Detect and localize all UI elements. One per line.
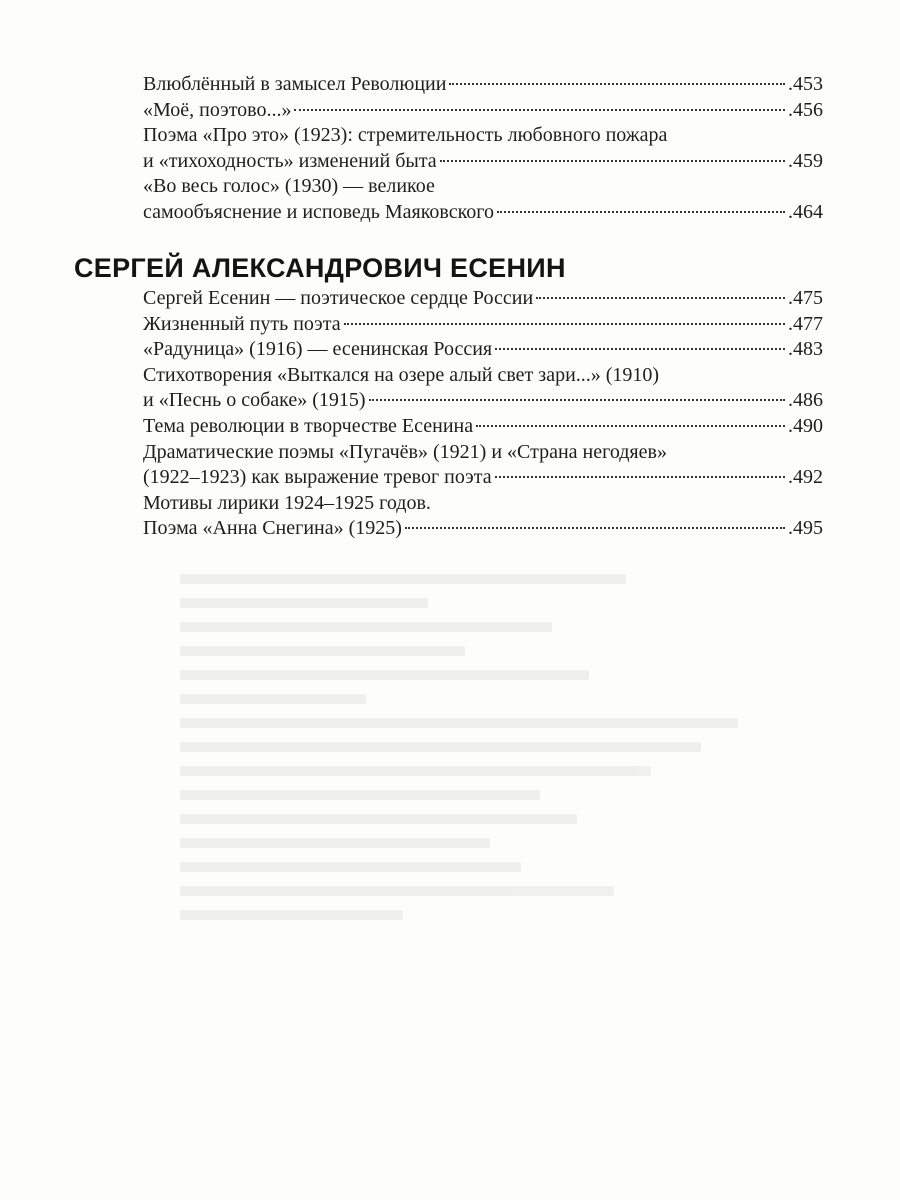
page-number: .483 — [788, 338, 823, 361]
dot-leader — [344, 323, 785, 325]
toc-entry-row — [143, 98, 823, 124]
page-number: .459 — [788, 149, 823, 172]
dot-leader — [495, 348, 785, 350]
toc-entry-title: Тема революции в творчестве Есенина — [143, 414, 474, 437]
toc-entry-title: и «Песнь о собаке» (1915) — [143, 389, 366, 412]
dot-leader — [495, 476, 785, 478]
toc-entry — [143, 414, 823, 440]
toc-entry — [143, 440, 823, 491]
toc-entry-title: и «тихоходность» изменений быта — [143, 149, 437, 172]
toc-entry-title: «Радуница» (1916) — есенинская Россия — [143, 338, 493, 361]
toc-entry-title: «Моё, поэтово...» — [143, 98, 292, 121]
toc-entry-row — [143, 516, 823, 542]
page-number: .475 — [788, 287, 823, 309]
table-of-contents-part-1 — [143, 72, 823, 226]
page-number: .456 — [788, 98, 823, 121]
toc-entry-row — [143, 312, 823, 338]
page-number: .477 — [788, 312, 823, 335]
dot-leader — [294, 109, 785, 111]
toc-entry — [143, 72, 823, 98]
toc-entry — [143, 312, 823, 338]
toc-entry — [143, 98, 823, 124]
toc-entry-row — [143, 200, 823, 226]
dot-leader — [449, 83, 785, 85]
dot-leader — [536, 297, 785, 299]
toc-entry-title: самообъяснение и исповедь Маяковского — [143, 200, 495, 223]
page-number: .495 — [788, 517, 823, 540]
toc-entry-title: Сергей Есенин — поэтическое сердце России — [143, 287, 534, 309]
toc-entry — [143, 337, 823, 363]
dot-leader — [369, 399, 785, 401]
toc-entry-row — [143, 465, 823, 491]
toc-entry — [143, 174, 823, 225]
dot-leader — [476, 425, 785, 427]
dot-leader — [497, 211, 785, 213]
toc-entry-title: Жизненный путь поэта — [143, 312, 341, 335]
page-number: .492 — [788, 466, 823, 489]
toc-entry — [143, 491, 823, 542]
dot-leader — [440, 160, 785, 162]
toc-entry — [143, 123, 823, 174]
toc-entry-row — [143, 286, 823, 312]
toc-entry-line: Поэма «Про это» (1923): стремительность любовного пожара — [143, 124, 668, 147]
toc-entry — [143, 286, 823, 312]
toc-entry-row — [143, 72, 823, 98]
toc-entry — [143, 363, 823, 414]
toc-entry-row — [143, 388, 823, 414]
show-through-text — [180, 560, 800, 934]
page-number: .453 — [788, 73, 823, 95]
dot-leader — [405, 527, 785, 529]
toc-entry-row — [143, 337, 823, 363]
page-number: .490 — [788, 414, 823, 437]
toc-entry-row — [143, 149, 823, 175]
toc-entry-title: Поэма «Анна Снегина» (1925) — [143, 517, 402, 540]
toc-entry-title: Влюблённый в замысел Революции — [143, 73, 447, 95]
toc-entry-title: (1922–1923) как выражение тревог поэта — [143, 466, 492, 489]
page-number: .464 — [788, 200, 823, 223]
page-number: .486 — [788, 389, 823, 412]
table-of-contents-part-2 — [143, 286, 823, 542]
toc-entry-row — [143, 414, 823, 440]
toc-entry-line: Драматические поэмы «Пугачёв» (1921) и «Страна негодяев» — [143, 440, 667, 463]
section-heading: СЕРГЕЙ АЛЕКСАНДРОВИЧ ЕСЕНИН — [74, 253, 566, 283]
toc-entry-line: «Во весь голос» (1930) — великое — [143, 175, 435, 198]
toc-entry-line: Мотивы лирики 1924–1925 годов. — [143, 491, 431, 514]
toc-entry-line: Стихотворения «Выткался на озере алый свет зари...» (1910) — [143, 363, 660, 386]
